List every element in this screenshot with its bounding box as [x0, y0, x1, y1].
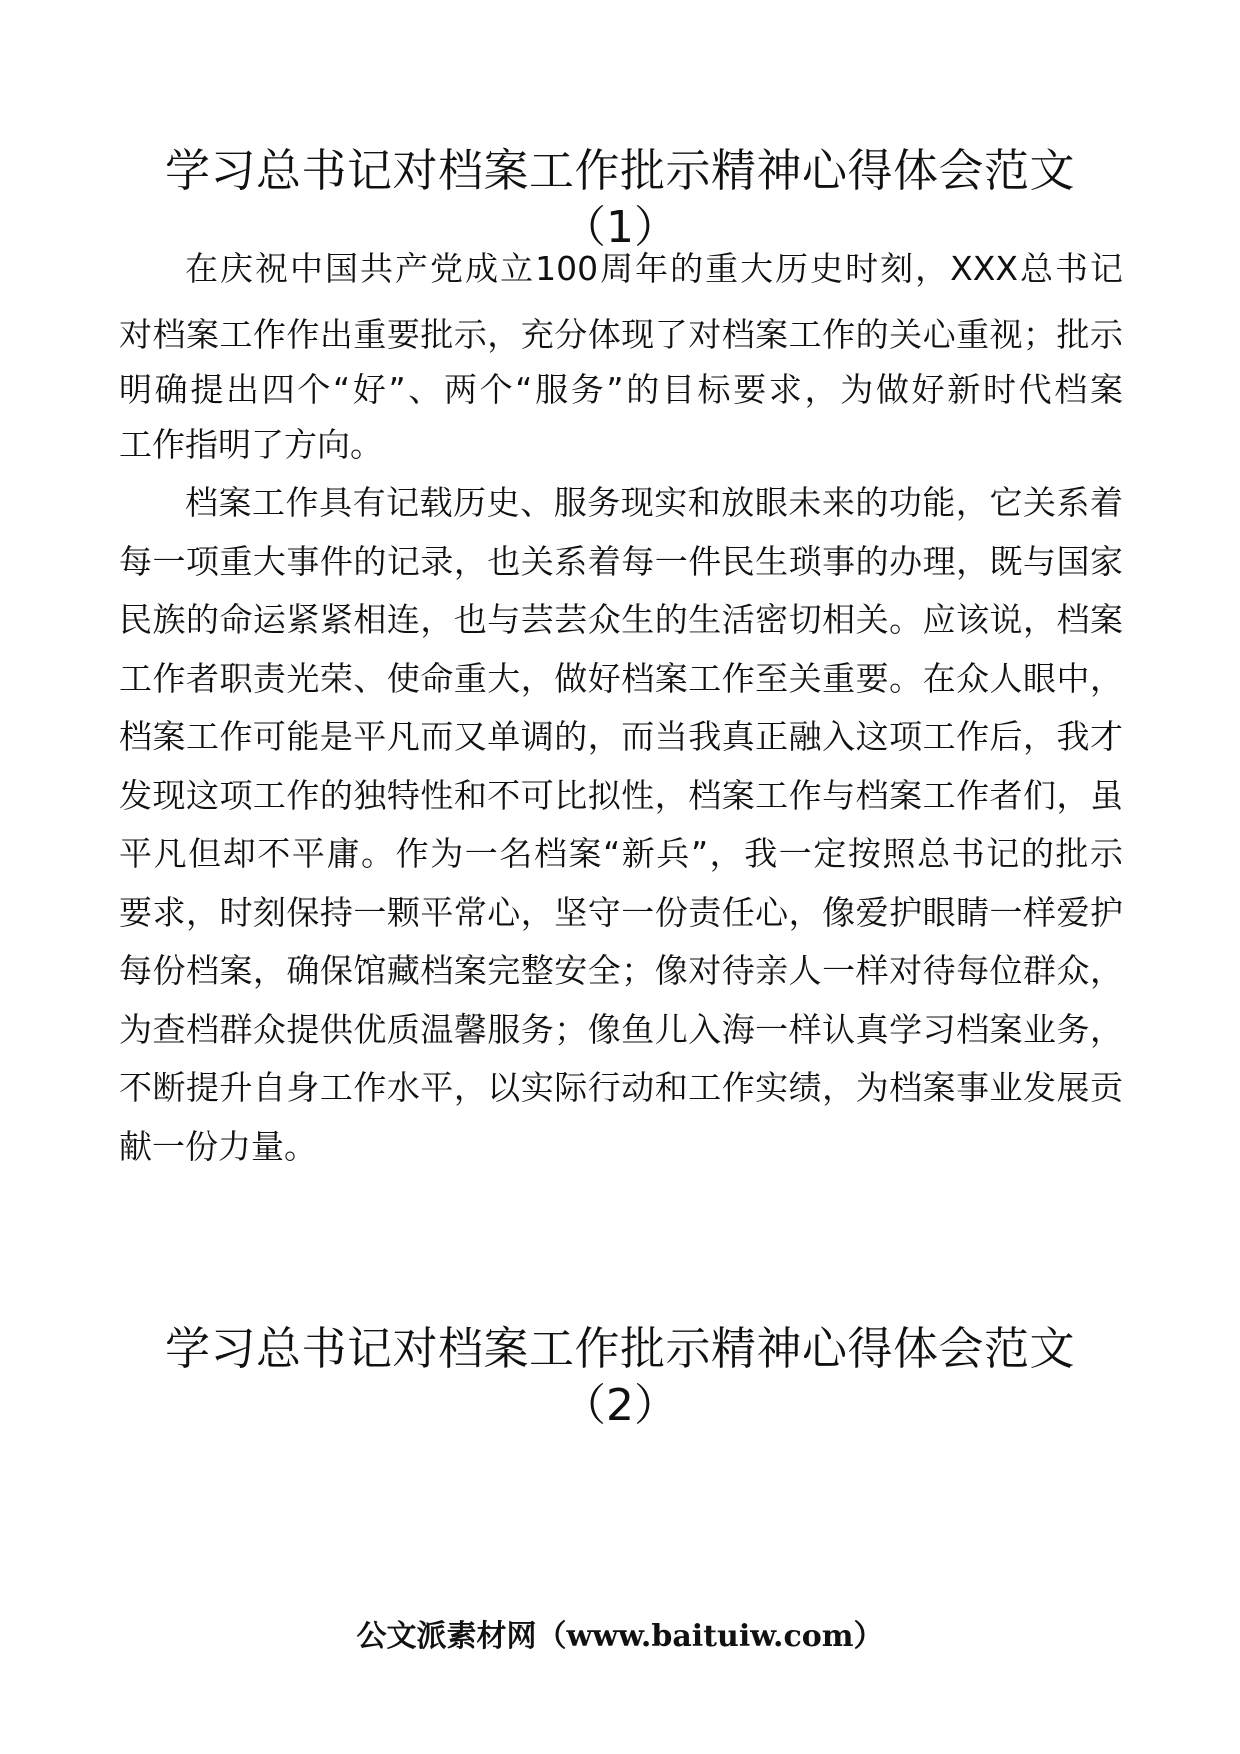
article-2-title — [100, 1319, 1140, 1433]
article-1-title-number: （1） — [562, 202, 678, 253]
paragraph-2-line-1: 档案工作具有记载历史、服务现实和放眼未来的功能，它关系着 — [185, 483, 1123, 522]
paragraph-2-line-12: 献一份力量。 — [119, 1127, 317, 1166]
paragraph-1-line-4: 工作指明了方向。 — [119, 425, 383, 464]
paragraph-2-line-7: 平凡但却不平庸。作为一名档案“新兵”，我一定按照总书记的批示 — [119, 834, 1123, 873]
article-2-title-text: 学习总书记对档案工作批示精神心得体会范文 — [164, 1322, 1075, 1375]
paragraph-2-line-6: 发现这项工作的独特性和不可比拟性，档案工作与档案工作者们，虽 — [119, 776, 1123, 815]
paragraph-2-line-2: 每一项重大事件的记录，也关系着每一件民生琐事的办理，既与国家 — [119, 542, 1123, 581]
paragraph-2-line-9: 每份档案，确保馆藏档案完整安全；像对待亲人一样对待每位群众， — [119, 951, 1123, 990]
paragraph-1-line-3: 明确提出四个“好”、两个“服务”的目标要求，为做好新时代档案 — [119, 370, 1123, 409]
paragraph-2-line-3: 民族的命运紧紧相连，也与芸芸众生的生活密切相关。应该说，档案 — [119, 600, 1123, 639]
footer-watermark-text: 公文派素材网（www.baituiw.com） — [356, 1619, 884, 1654]
paragraph-2-line-11: 不断提升自身工作水平，以实际行动和工作实绩，为档案事业发展贡 — [119, 1068, 1123, 1107]
paragraph-2-line-5: 档案工作可能是平凡而又单调的，而当我真正融入这项工作后，我才 — [119, 717, 1123, 756]
paragraph-1-line-2: 对档案工作作出重要批示，充分体现了对档案工作的关心重视；批示 — [119, 315, 1123, 354]
paragraph-2-line-8: 要求，时刻保持一颗平常心，坚守一份责任心，像爱护眼睛一样爱护 — [119, 893, 1123, 932]
article-2-title-number: （2） — [562, 1380, 678, 1431]
paragraph-1-line-1: 在庆祝中国共产党成立100周年的重大历史时刻，XXX总书记 — [185, 249, 1123, 288]
paragraph-2-line-4: 工作者职责光荣、使命重大，做好档案工作至关重要。在众人眼中， — [119, 659, 1123, 698]
article-1-title-text: 学习总书记对档案工作批示精神心得体会范文 — [164, 144, 1075, 197]
paragraph-2-line-10: 为查档群众提供优质温馨服务；像鱼儿入海一样认真学习档案业务， — [119, 1010, 1123, 1049]
